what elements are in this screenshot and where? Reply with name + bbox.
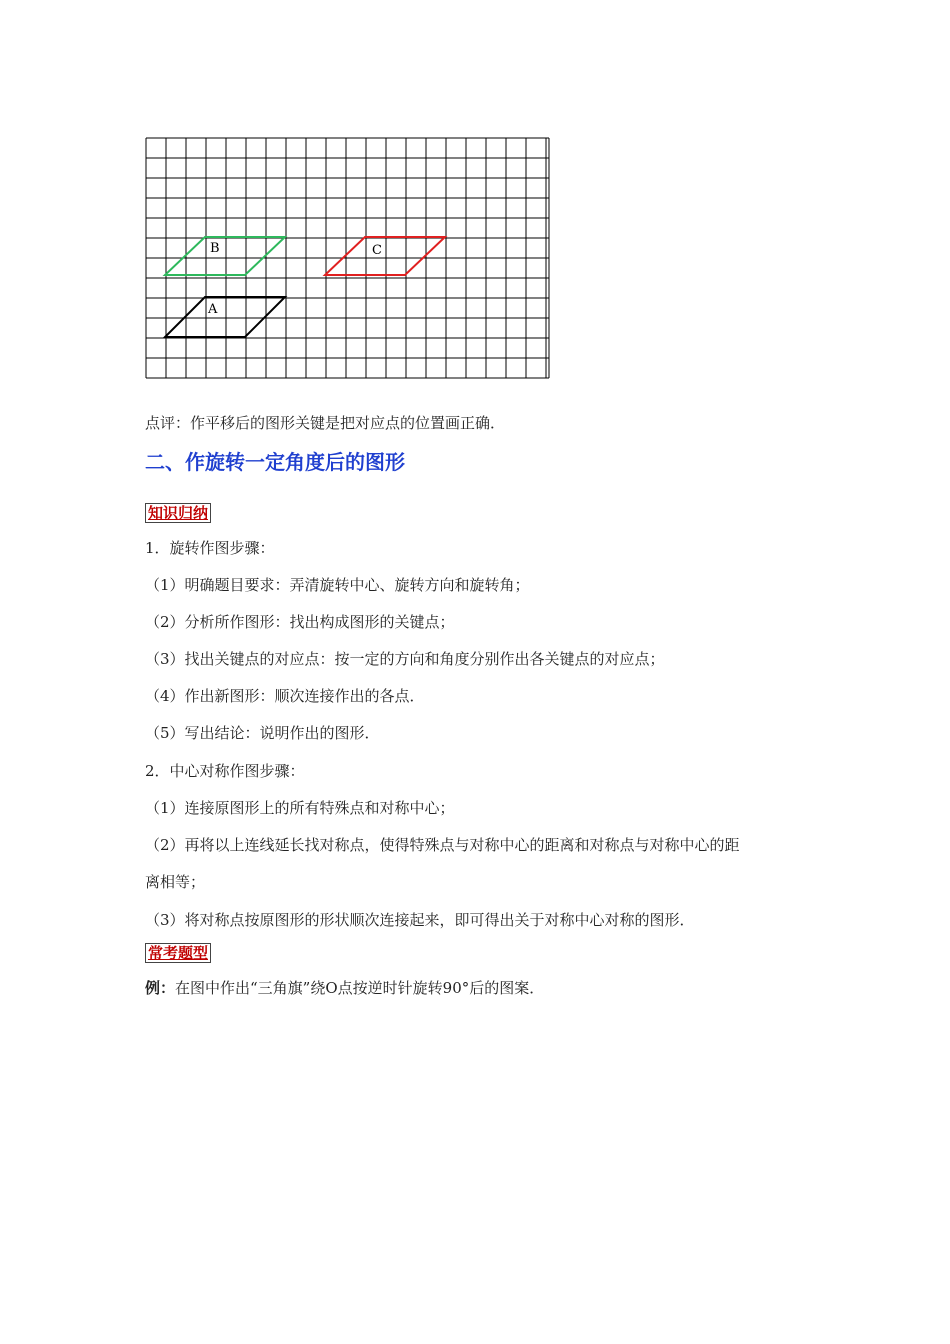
label-a: A <box>208 302 218 317</box>
rotation-step-3: （3）找出关键点的对应点：按一定的方向和角度分别作出各关键点的对应点； <box>145 650 665 668</box>
rotation-step-4: （4）作出新图形：顺次连接作出的各点． <box>145 687 425 705</box>
parallelogram-a <box>165 297 285 337</box>
comment-text: 点评：作平移后的图形关键是把对应点的位置画正确． <box>145 414 506 432</box>
central-step-2: （2）再将以上连线延长找对称点，使得特殊点与对称中心的距离和对称点与对称中心的距 <box>145 836 740 854</box>
tag-common: 常考题型 <box>145 943 211 963</box>
parallelogram-b <box>165 237 285 275</box>
section-title: 二、作旋转一定角度后的图形 <box>145 450 405 474</box>
label-c: C <box>372 243 382 258</box>
grid-lines <box>146 138 549 378</box>
rotation-heading: 1．旋转作图步骤： <box>145 539 275 557</box>
central-step-2-cont: 离相等； <box>145 873 206 891</box>
central-heading: 2．中心对称作图步骤： <box>145 762 305 780</box>
rotation-step-2: （2）分析所作图形：找出构成图形的关键点； <box>145 613 455 631</box>
example-text: 在图中作出“三角旗”绕O点按逆时针旋转90°后的图案． <box>175 979 545 997</box>
central-step-3: （3）将对称点按原图形的形状顺次连接起来，即可得出关于对称中心对称的图形． <box>145 911 695 929</box>
parallelogram-c <box>325 237 445 275</box>
rotation-step-1: （1）明确题目要求：弄清旋转中心、旋转方向和旋转角； <box>145 576 530 594</box>
example-line <box>145 978 544 998</box>
tag-knowledge: 知识归纳 <box>145 503 211 523</box>
central-step-1: （1）连接原图形上的所有特殊点和对称中心； <box>145 799 455 817</box>
grid-figure <box>145 137 551 380</box>
rotation-step-5: （5）写出结论：说明作出的图形． <box>145 724 380 742</box>
example-label: 例： <box>145 979 176 997</box>
label-b: B <box>210 241 220 256</box>
